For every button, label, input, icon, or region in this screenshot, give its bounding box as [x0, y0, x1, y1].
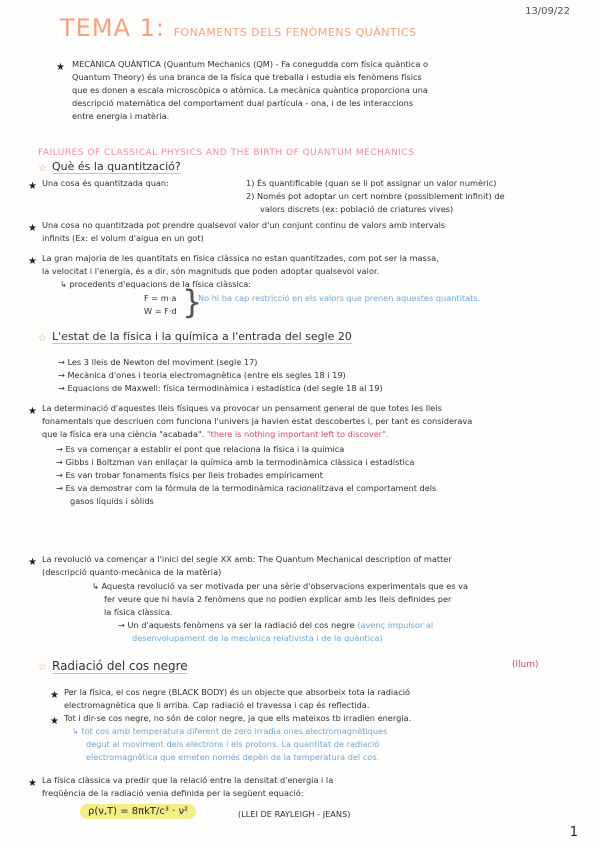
- revol-sub-line: fer veure que hi havia 2 fenòmens que no podien explicar amb les lleis definides per: [104, 594, 452, 604]
- nonquant-block: [42, 219, 445, 245]
- majority-line: la velocitat i l'energia, és a dir, són magnituds que poden adoptar qualsevol valor.: [42, 266, 380, 276]
- nonquant-line: Una cosa no quantitzada pot prendre qualsevol valor d'un conjunt continu de valors amb intervals: [42, 220, 446, 230]
- bb3-line: freqüència de la radiació venia definida per la següent equació:: [42, 788, 304, 798]
- revol-sub2: [118, 619, 433, 645]
- revol-sub2-note: (avenç impulsor al: [357, 620, 434, 630]
- bb1-line: Per la física, el cos negre (BLACK BODY) és un objecte que absorbeix tota la radiació: [64, 687, 410, 697]
- bb3-line: La física clàssica va predir que la relació entre la densitat d'energia i la: [42, 775, 334, 785]
- process-line: ↳ procedents d'equacions de la física clàssica:: [60, 279, 252, 289]
- determ-line: que la física era una ciència "acabada".: [42, 429, 205, 439]
- determ-line: La determinació d'aquestes lleis físiques va provocar un pensament general de que totes les lleis: [42, 403, 442, 413]
- formula: ρ(ν,T) = 8πkT/c³ · ν²: [80, 804, 196, 819]
- bb2-note-line: degut al moviment dels electrons i els protons. La quantitat de radiació: [86, 739, 380, 749]
- date: 13/09/22: [525, 6, 570, 17]
- bb2-note-line: ↳ tot cos amb temperatura diferent de zero irradia ones electromagnètiques: [72, 726, 388, 736]
- revol-sub2-note: desenvolupament de la mecànica relativista i de la quàntica): [132, 633, 383, 643]
- star-icon: ★: [28, 406, 37, 417]
- majority-line: La gran majoria de les quantitats en física clàssica no estan quantitzades, com pot ser la massa,: [42, 253, 439, 263]
- star-icon: ★: [50, 690, 59, 701]
- star-outline-icon: ☆: [38, 163, 47, 174]
- law-item: → Equacions de Maxwell: física termodinàmica i estadística (del segle 18 al 19): [58, 383, 383, 393]
- star-icon: ★: [28, 256, 37, 267]
- star-icon: ★: [28, 778, 37, 789]
- eq-note: No hi ha cap restricció en els valors que prenen aquestes quantitats.: [198, 293, 481, 303]
- revol-sub-line: la física clàssica.: [104, 607, 173, 617]
- determ-arrow: → Es va començar a establir el pont que relaciona la física i la química: [56, 444, 345, 454]
- intro-line: entre energia i matèria.: [72, 111, 170, 121]
- page-title: [60, 14, 417, 42]
- nonquant-line: infinits (Ex: el volum d'aigua en un got): [42, 233, 204, 243]
- section-state-physics: L'estat de la física i la química a l'entrada del segle 20: [52, 330, 352, 343]
- llum-note: (llum): [512, 660, 539, 670]
- star-icon: ★: [28, 223, 37, 234]
- quant-item: 2) Només pot adoptar un cert nombre (possiblement infinit) de: [246, 191, 505, 201]
- section-blackbody: Radiació del cos negre: [52, 659, 188, 673]
- intro-line: descripció matemàtica del comportament dual partícula - ona, i de les interaccions: [72, 98, 414, 108]
- law-item: → Les 3 lleis de Newton del moviment (segle 17): [58, 357, 258, 367]
- eq-w: W = F·d: [144, 306, 177, 316]
- determ-block: [42, 402, 472, 441]
- intro-line: MECÀNICA QUÀNTICA (Quantum Mechanics (QM) - Fa conegudda com física quàntica o: [72, 59, 429, 69]
- bb1-block: [64, 686, 410, 712]
- formula-box: [80, 806, 196, 817]
- determ-arrow: → Gibbs i Boltzman van enllaçar la química amb la termodinàmica clàssica i estadística: [56, 457, 415, 467]
- bb2-note-line: electromagnètica que emeten només depèn de la temperatura del cos.: [86, 752, 380, 762]
- quant-item: valors discrets (ex: població de criatures vives): [260, 204, 454, 214]
- bb3-block: [42, 774, 333, 800]
- intro-line: Quantum Theory) és una branca de la física que treballa i estudia els fenòmens físics: [72, 72, 422, 82]
- quant-items: [246, 177, 505, 216]
- heading-failures: FAILURES OF CLASSICAL PHYSICS AND THE BIRTH OF QUANTUM MECHANICS: [38, 148, 415, 158]
- bb2-line: Tot i dir-se cos negre, no són de color negre, ja que ells mateixos tb irradien energia.: [64, 713, 412, 723]
- question-quantization: Què és la quantització?: [52, 160, 181, 173]
- bb2-note: [72, 725, 387, 764]
- revol-sub-line: ↳ Aquesta revolució va ser motivada per una sèrie d'observacions experimentals que es va: [92, 581, 469, 591]
- revol-sub: [92, 580, 468, 619]
- bb1-line: electromagnètica que li arriba. Cap radiació el travessa i cap és reflectida.: [64, 700, 370, 710]
- brace-icon: }: [182, 283, 203, 321]
- star-icon: ★: [28, 181, 37, 192]
- revol-sub2-text: → Un d'aquests fenòmens va ser la radiació del cos negre: [118, 620, 355, 630]
- quant-item: 1) És quantificable (quan se li pot assignar un valor numèric): [246, 178, 497, 188]
- determ-arrow: gasos líquids i sòlids: [70, 496, 154, 506]
- determ-line: fonamentals que descriuen com funciona l'univers ja havien estat descobertes i, per tant es considerava: [42, 416, 473, 426]
- laws-list: [58, 356, 383, 395]
- quant-label: Una cosa és quantitzada quan:: [42, 178, 169, 188]
- law-item: → Mecànica d'ones i teoria electromagnètica (entre els segles 18 i 19): [58, 370, 346, 380]
- title-main: TEMA 1:: [60, 14, 165, 42]
- determ-arrow: → Es va demostrar com la fórmula de la termodinàmica racionalitzava el comportament dels: [56, 483, 437, 493]
- star-icon: ★: [28, 557, 37, 568]
- title-sub: FONAMENTS DELS FENÒMENS QUÀNTICS: [173, 26, 417, 39]
- intro-line: que es donen a escala microscòpica o atòmica. La mecànica quàntica proporciona una: [72, 85, 428, 95]
- page-number: 1: [569, 825, 578, 840]
- determ-arrows: [56, 443, 436, 508]
- revol-block: [42, 553, 452, 579]
- law-name: (LLEI DE RAYLEIGH - JEANS): [238, 809, 351, 819]
- star-outline-icon: ☆: [38, 662, 47, 673]
- revol-line: (descripció quanto-mecànica de la matèria): [42, 567, 222, 577]
- determ-arrow: → Es van trobar fonaments físics per lleis trobades empíricament: [56, 470, 323, 480]
- determ-quote: "there is nothing important left to discover".: [206, 429, 389, 439]
- star-icon: ★: [56, 62, 65, 73]
- revol-line: La revolució va començar a l'inici del segle XX amb: The Quantum Mechanical description of matter: [42, 554, 452, 564]
- star-outline-icon: ☆: [38, 333, 47, 344]
- intro-block: [72, 58, 572, 123]
- star-icon: ★: [50, 716, 59, 727]
- eq-f: F = m·a: [144, 293, 177, 303]
- majority-block: [42, 252, 439, 278]
